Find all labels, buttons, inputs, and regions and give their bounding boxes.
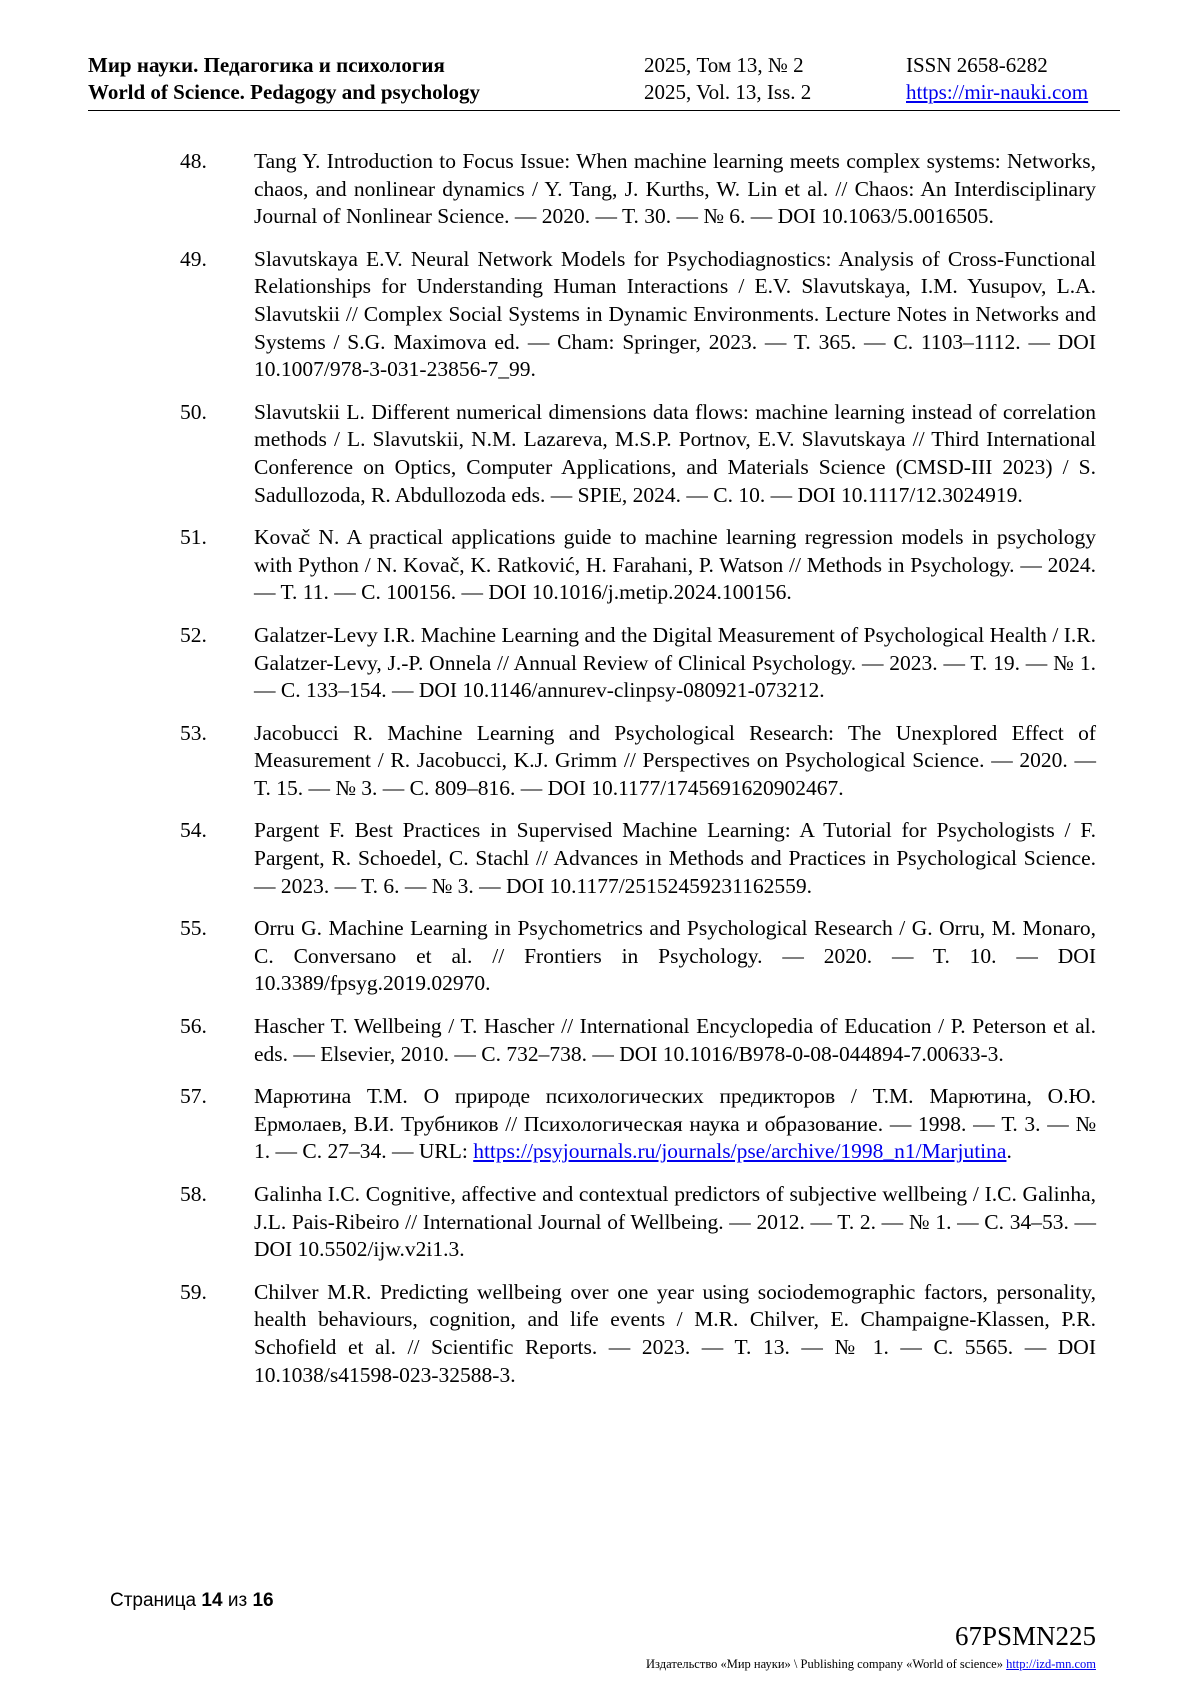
reference-item (180, 1279, 1096, 1389)
reference-text: Hascher T. Wellbeing / T. Hascher // International Encyclopedia of Education / P. Peterson et al. eds. — Elsevier, 2010. — C. 732–738. — DOI 10.1016/B978-0-08-044894-7.00633-3. (254, 1014, 1096, 1066)
reference-text: Tang Y. Introduction to Focus Issue: When machine learning meets complex systems: Networks, chaos, and nonlinear dynamics / Y. Tang, J. Kurths, W. Lin et al. // Chaos: An Interdisciplinary Journal of Nonlinear Science. — 2020. — T. 30. — № 6. — DOI 10.1063/5.0016505. (254, 149, 1096, 229)
reference-item (180, 1083, 1096, 1166)
reference-number: 48. (180, 149, 207, 173)
reference-text: Galinha I.C. Cognitive, affective and contextual predictors of subjective wellbeing / I.C. Galinha, J.L. Pais-Ribeiro // International Journal of Wellbeing. — 2012. — T. 2. — № 1. — C. 34–53. — DOI 10.5502/ijw.v2i1.3. (254, 1182, 1096, 1262)
reference-number: 58. (180, 1182, 207, 1206)
issn: ISSN 2658-6282 (906, 53, 1048, 77)
reference-text: Slavutskaya E.V. Neural Network Models for Psychodiagnostics: Analysis of Cross-Functional Relationships for Understanding Human Interactions / E.V. Slavutskaya, I.M. Yusupov, L.A. Slavutskii // Complex Social Systems in Dynamic Environments. Lecture Notes in Networks and Systems / S.G. Maximova ed. — Cham: Springer, 2023. — T. 365. — C. 1103–1112. — DOI 10.1007/978-3-031-23856-7_99. (254, 246, 1096, 382)
reference-number: 57. (180, 1084, 207, 1109)
reference-number: 56. (180, 1014, 207, 1039)
page-current: 14 (201, 1590, 223, 1611)
reference-item (180, 524, 1096, 607)
reference-number: 49. (180, 246, 207, 271)
issue-info (644, 52, 811, 106)
journal-title-en: World of Science. Pedagogy and psychology (88, 80, 481, 104)
reference-text-end: . (1006, 1139, 1012, 1164)
reference-number: 51. (180, 525, 207, 550)
reference-item (180, 622, 1096, 705)
issue-info-ru: 2025, Том 13, № 2 (644, 53, 804, 77)
reference-text: Slavutskii L. Different numerical dimensions data flows: machine learning instead of correlation methods / L. Slavutskii, N.M. Lazareva, M.S.P. Portnov, E.V. Slavutskaya // Third International Conference on Optics, Computer Applications, and Materials Science (CMSD-III 2023) / S. Sadullozoda, R. Abdullozoda eds. — SPIE, 2024. — C. 10. — DOI 10.1117/12.3024919. (254, 399, 1096, 507)
reference-text: Pargent F. Best Practices in Supervised Machine Learning: A Tutorial for Psychologists / F. Pargent, R. Schoedel, C. Stachl // Advances in Methods and Practices in Psychological Science. — 2023. — T. 6. — № 3. — DOI 10.1177/25152459231162559. (254, 818, 1096, 898)
reference-item (180, 399, 1096, 509)
journal-title-ru: Мир науки. Педагогика и психология (88, 53, 445, 77)
reference-item (180, 1181, 1096, 1264)
reference-item (180, 915, 1096, 998)
reference-item (180, 720, 1096, 803)
header-divider (88, 110, 1120, 111)
journal-title (88, 52, 480, 106)
reference-item (180, 148, 1096, 231)
reference-number: 53. (180, 720, 207, 745)
reference-list (180, 148, 1096, 1404)
reference-number: 52. (180, 622, 207, 647)
journal-identifiers (906, 52, 1088, 106)
reference-text: Kovač N. A practical applications guide to machine learning regression models in psychology with Python / N. Kovač, K. Ratković, H. Farahani, P. Watson // Methods in Psychology. — 2024. — T. 11. — C. 100156. — DOI 10.1016/j.metip.2024.100156. (254, 525, 1096, 605)
reference-text: Galatzer-Levy I.R. Machine Learning and the Digital Measurement of Psychological Health / I.R. Galatzer-Levy, J.-P. Onnela // Annual Review of Clinical Psychology. — 2023. — T. 19. — № 1. — C. 133–154. — DOI 10.1146/annurev-clinpsy-080921-073212. (254, 622, 1096, 703)
reference-text: Jacobucci R. Machine Learning and Psychological Research: The Unexplored Effect of Measurement / R. Jacobucci, K.J. Grimm // Perspectives on Psychological Science. — 2020. — T. 15. — № 3. — C. 809–816. — DOI 10.1177/1745691620902467. (254, 720, 1096, 800)
reference-number: 50. (180, 399, 207, 424)
page-total: 16 (252, 1590, 274, 1611)
reference-number: 59. (180, 1279, 207, 1304)
reference-item (180, 1013, 1096, 1068)
reference-number: 55. (180, 916, 207, 941)
reference-text: Orru G. Machine Learning in Psychometrics and Psychological Research / G. Orru, M. Monaro, C. Conversano et al. // Frontiers in Psychology. — 2020. — T. 10. — DOI 10.3389/fpsyg.2019.02970. (254, 916, 1096, 996)
page-label: Страница (110, 1590, 197, 1611)
publisher-name: Издательство «Мир науки» \ Publishing company «World of science» (646, 1657, 1003, 1671)
publisher-line (646, 1656, 1096, 1672)
page-indicator (110, 1589, 274, 1613)
reference-item (180, 817, 1096, 900)
reference-text: Chilver M.R. Predicting wellbeing over one year using sociodemographic factors, personality, health behaviours, cognition, and life events / M.R. Chilver, E. Champaigne-Klassen, P.R. Schofield et al. // Scientific Reports. — 2023. — T. 13. — № 1. — C. 5565. — DOI 10.1038/s41598-023-32588-3. (254, 1279, 1096, 1387)
journal-site-link[interactable]: https://mir-nauki.com (906, 80, 1089, 104)
issue-info-en: 2025, Vol. 13, Iss. 2 (644, 80, 812, 104)
reference-item (180, 246, 1096, 384)
reference-number: 54. (180, 818, 207, 843)
reference-url-link[interactable]: https://psyjournals.ru/journals/pse/archive/1998_n1/Marjutina (473, 1139, 1007, 1164)
reference-text-body: Марютина Т.М. О природе психологических предикторов / Т.М. Марютина, О.Ю. Ермолаев, В.И. Трубников // Психологическая наука и образование. — 1998. — Т. 3. — № 1. — С. 27–34. — URL: (254, 1084, 1096, 1164)
article-code: 67PSMN225 (954, 1621, 1096, 1651)
page-of: из (227, 1590, 248, 1611)
reference-text (254, 1083, 1096, 1166)
journal-header (88, 52, 1120, 108)
publisher-link[interactable]: http://izd-mn.com (1006, 1657, 1096, 1671)
